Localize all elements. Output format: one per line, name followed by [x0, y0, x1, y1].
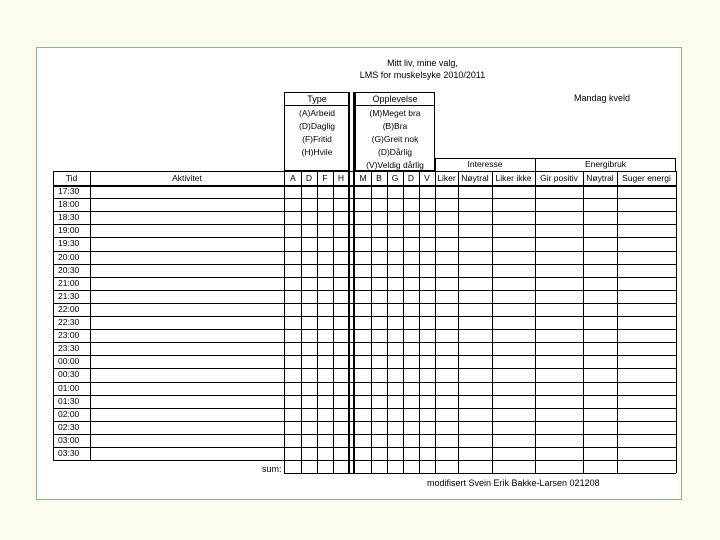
form-title-line2: LMS for muskelsyke 2010/2011 [359, 70, 486, 80]
time-slot-label: 21:00 [58, 277, 80, 288]
experience-legend-item: (B)Bra [382, 121, 408, 131]
grid-experience-start-line [353, 92, 355, 473]
experience-legend-item: (V)Veldig dårlig [366, 160, 424, 170]
type-legend-item: (F)Fritid [302, 134, 332, 144]
grid-type-end-line [348, 92, 350, 473]
time-slot-label: 23:00 [58, 330, 80, 341]
form-title-line1: Mitt liv, mine valg, [387, 58, 458, 68]
grid-energy-divider [583, 171, 584, 473]
grid-type-divider [317, 171, 318, 473]
column-header-exp-b: B [376, 173, 382, 183]
experience-legend-item: (M)Meget bra [369, 108, 421, 118]
day-label: Mandag kveld [574, 93, 631, 103]
column-header-energy-drain: Suger energi [622, 173, 671, 183]
type-legend-item: (D)Daglig [299, 121, 335, 131]
time-slot-label: 02:00 [58, 408, 80, 419]
grid-type-divider [301, 171, 302, 473]
time-slot-label: 22:00 [58, 303, 80, 314]
grid-experience-divider [387, 171, 388, 473]
time-slot-label: 02:30 [58, 421, 80, 432]
time-slot-label: 21:30 [58, 290, 80, 301]
grid-interest-end-line [535, 171, 536, 473]
time-slot-label: 18:00 [58, 199, 80, 210]
time-slot-label: 18:30 [58, 212, 80, 223]
column-header-interest-like: Liker [437, 173, 456, 183]
column-header-energy-neutral: Nøytral [586, 173, 614, 183]
column-header-exp-v: V [424, 173, 430, 183]
time-slot-label: 22:30 [58, 317, 80, 327]
time-slot-label: 19:00 [58, 225, 80, 236]
time-slot-label: 01:00 [58, 382, 80, 393]
grid-experience-divider [403, 171, 404, 473]
experience-legend [355, 92, 435, 171]
grid-type-divider [333, 171, 334, 473]
experience-legend-item: (D)Dårlig [378, 147, 412, 157]
time-slot-label: 00:00 [58, 356, 80, 367]
grid-experience-divider [371, 171, 372, 473]
experience-legend-item: (G)Greit nok [371, 134, 419, 144]
experience-legend-heading: Opplevelse [356, 93, 434, 106]
column-header-interest-neutral: Nøytral [461, 173, 489, 183]
time-slot-label: 17:30 [58, 186, 80, 196]
grid-sum-bottom-line [284, 473, 676, 474]
time-slot-label: 03:00 [58, 434, 80, 445]
column-header-activity: Aktivitet [172, 173, 202, 183]
grid-experience-end-line [435, 171, 436, 473]
grid-interest-divider [492, 171, 493, 473]
column-header-type-d: D [305, 173, 313, 183]
time-slot-label: 23:30 [58, 343, 80, 354]
grid-right-border [676, 171, 677, 473]
column-header-time: Tid [65, 173, 78, 183]
type-legend-heading: Type [285, 93, 349, 106]
grid-time-divider [90, 171, 91, 460]
grid-activity-divider [284, 171, 285, 473]
column-header-type-a: A [290, 173, 296, 183]
column-header-exp-g: G [391, 173, 399, 183]
grid-experience-divider [419, 171, 420, 473]
type-legend [284, 92, 350, 171]
column-header-exp-m: M [359, 173, 367, 183]
type-legend-item: (H)Hvile [301, 147, 333, 157]
column-header-interest-dislike: Liker ikke [495, 173, 532, 183]
time-slot-label: 03:30 [58, 448, 80, 458]
column-header-type-f: F [322, 173, 328, 183]
interest-group-header: Interesse [467, 159, 503, 169]
column-header-energy-positive: Gir positiv [540, 173, 578, 183]
time-slot-label: 00:30 [58, 369, 80, 380]
grid-energy-divider [617, 171, 618, 473]
time-slot-label: 01:30 [58, 395, 80, 406]
column-header-exp-d: D [407, 173, 415, 183]
type-legend-item: (A)Arbeid [299, 108, 335, 118]
time-slot-label: 20:00 [58, 251, 80, 262]
time-slot-label: 20:30 [58, 264, 80, 275]
grid-interest-divider [458, 171, 459, 473]
footer-credit: modifisert Svein Erik Bakke-Larsen 021208 [427, 478, 600, 488]
energy-group-header: Energibruk [584, 159, 627, 169]
time-slot-label: 19:30 [58, 238, 80, 249]
sum-label: sum: [262, 464, 282, 474]
column-header-type-h: H [337, 173, 345, 183]
